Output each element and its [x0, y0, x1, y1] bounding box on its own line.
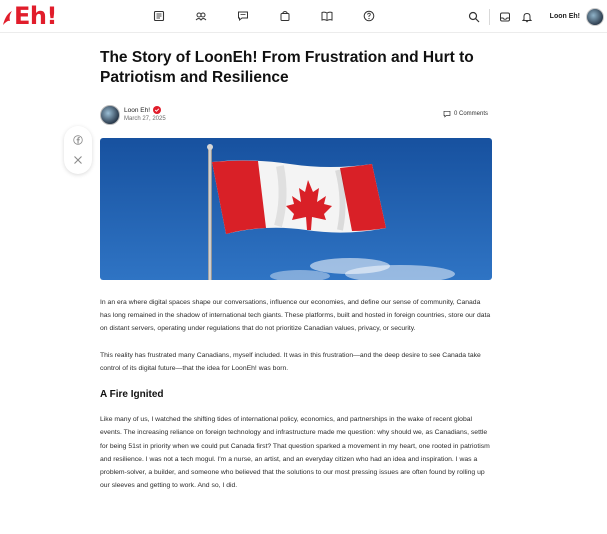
hero-image	[100, 138, 492, 280]
article-meta	[100, 105, 492, 127]
groups-icon[interactable]	[192, 7, 210, 25]
logo-text: Eh!	[14, 2, 57, 30]
comments-link[interactable]	[443, 110, 488, 118]
verified-icon	[153, 106, 161, 114]
inbox-icon[interactable]	[494, 6, 516, 28]
article-body	[100, 296, 492, 492]
search-icon[interactable]	[463, 6, 485, 28]
author-name[interactable]: Loon Eh!	[124, 106, 151, 114]
article	[100, 48, 492, 505]
header-tools	[463, 0, 607, 33]
paragraph: In an era where digital spaces shape our conversations, influence our economies, and define our sense of community, Canada has long remained in the shadow of international tech giants. These platforms, built and hosted in foreign countries, store our data on distant servers, operating under regulations that do not prioritize Canadian values, privacy, or security.	[100, 299, 491, 333]
facebook-icon[interactable]	[71, 133, 85, 147]
section-heading: A Fire Ignited	[100, 389, 164, 401]
help-icon[interactable]	[360, 7, 378, 25]
share-bar	[64, 126, 92, 174]
comment-icon	[443, 110, 451, 118]
author-name-row	[124, 106, 161, 114]
bell-icon[interactable]	[516, 6, 538, 28]
comments-count: 0 Comments	[453, 111, 488, 117]
loon-icon	[2, 5, 14, 27]
newspaper-icon[interactable]	[150, 7, 168, 25]
site-logo[interactable]	[2, 1, 57, 31]
article-title: The Story of LoonEh! From Frustration and Hurt to Patriotism and Resilience	[100, 49, 474, 86]
user-name[interactable]: Loon Eh!	[549, 13, 580, 20]
post-date: March 27, 2025	[124, 116, 166, 122]
canada-flag-image	[100, 138, 492, 280]
paragraph: Like many of us, I watched the shifting tides of international policy, economics, and partnerships in the wake of recent global events. The increasing reliance on foreign technology and infrastructure made me question: why should we, as Canadians, settle for being 51st in priority when we could put Canada first? That question sparked a movement in my heart, one rooted in patriotism and resilience. I was not a tech mogul. I'm a nurse, an artist, and an everyday citizen who had an idea and inspiration. I was a problem-solver, a builder, and someone who believed that the solutions to our most pressing issues are often found by rolling up our sleeves and getting to work. And so, I did.	[100, 416, 490, 490]
x-icon[interactable]	[71, 153, 85, 167]
marketplace-icon[interactable]	[276, 7, 294, 25]
book-icon[interactable]	[318, 7, 336, 25]
top-navbar	[0, 0, 607, 33]
author-avatar[interactable]	[100, 105, 120, 125]
user-avatar[interactable]	[586, 8, 604, 26]
main-nav	[150, 7, 378, 25]
chat-icon[interactable]	[234, 7, 252, 25]
paragraph: This reality has frustrated many Canadians, myself included. It was in this frustration—and the deep desire to see Canada take control of its digital future—that the idea for LoonEh! was born.	[100, 351, 481, 372]
divider	[489, 9, 490, 25]
